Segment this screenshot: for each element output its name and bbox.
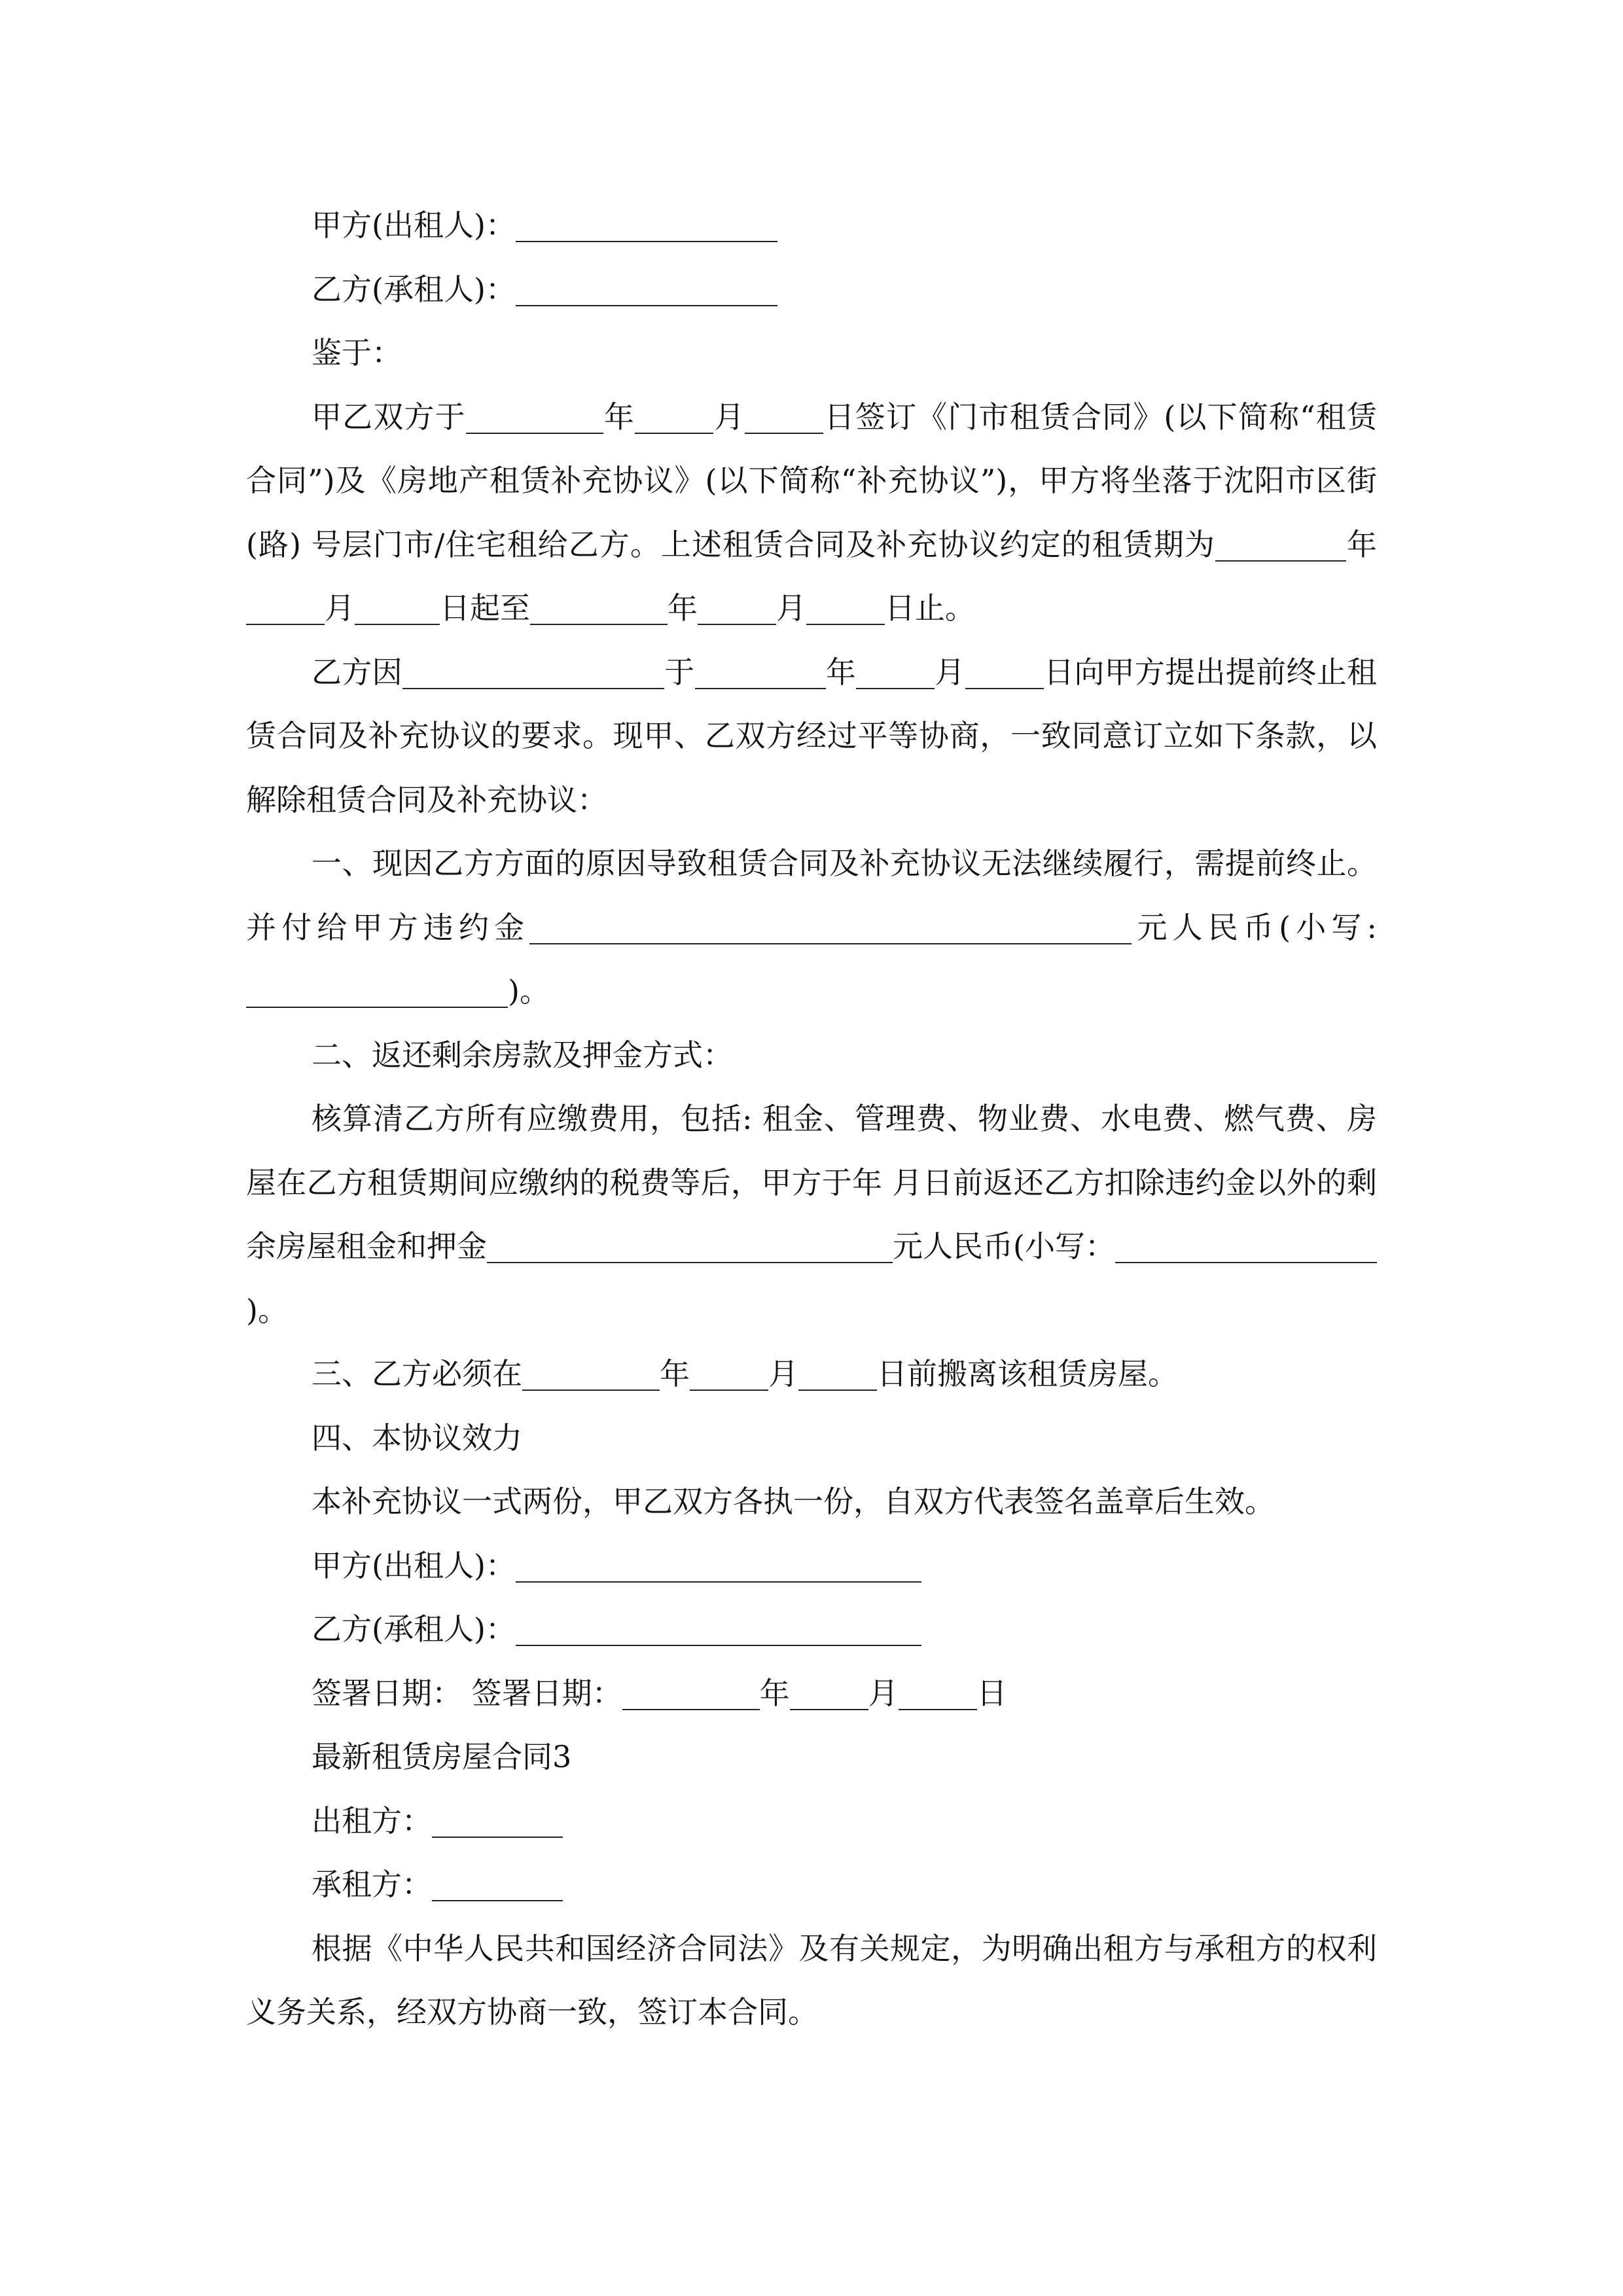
blank (695, 658, 826, 689)
party-b-blank (516, 275, 777, 306)
blank (522, 1359, 660, 1391)
blank (745, 403, 823, 434)
blank (798, 1359, 877, 1391)
blank (965, 658, 1044, 689)
contract-3-intro: 根据《中华人民共和国经济合同法》及有关规定，为明确出租方与承租方的权利义务关系，经双方协商一致，签订本合同。 (246, 1930, 1377, 2030)
signature-party-b: 乙方(承租人)： (246, 1598, 1377, 1662)
whereas-line: 鉴于： (312, 335, 402, 370)
blank (402, 658, 664, 689)
blank (856, 658, 935, 689)
party-a-signature-blank (516, 1551, 921, 1583)
termination-request-paragraph: 乙方因 于 年 月 日向甲方提出提前终止租赁合同及补充协议的要求。现甲、乙双方经过平等协商，一致同意订立如下条款，以解除租赁合同及补充协议： (246, 654, 1378, 817)
lessor-blank (432, 1806, 563, 1838)
signature-party-a: 甲方(出租人)： (246, 1534, 1377, 1598)
clause-2-body: 核算清乙方所有应缴费用，包括: 租金、管理费、物业费、水电费、燃气费、房屋在乙方租赁期间应缴纳的税费等后，甲方于年 月日前返还乙方扣除违约金以外的剩余房屋租金和押金 元人民币(小写：)。 (246, 1101, 1377, 1328)
blank (530, 594, 668, 625)
deposit-blank (487, 1232, 893, 1263)
blank (806, 594, 885, 625)
clause-2-title: 二、返还剩余房款及押金方式： (312, 1037, 733, 1073)
lessee-blank (432, 1870, 563, 1901)
penalty-blank (529, 913, 1132, 944)
blank (355, 594, 440, 625)
party-b-signature-blank (516, 1615, 921, 1646)
blank (622, 1679, 760, 1710)
party-a-label: 甲方(出租人)： (312, 207, 516, 243)
blank (899, 1679, 977, 1710)
clause-3: 三、乙方必须在 年 月 日前搬离该租赁房屋。 (312, 1356, 1178, 1391)
party-b-label: 乙方(承租人)： (312, 271, 516, 307)
blank (790, 1679, 868, 1710)
lessee-line: 承租方： (246, 1853, 1377, 1917)
party-a-line (246, 194, 1377, 258)
blank (635, 403, 713, 434)
party-b-line (246, 258, 1377, 322)
deposit-lowercase-blank (1115, 1232, 1377, 1263)
signature-date: 签署日期： 签署日期： 年 月 日 (312, 1675, 1007, 1711)
signing-paragraph: 甲乙双方于 年 月 日签订《门市租赁合同》(以下简称“租赁合同”)及《房地产租赁补充协议》(以下简称“补充协议”)，甲方将坐落于沈阳市区街(路) 号层门市/住宅租给乙方。上述租赁合同及补充协议约定的租赁期为 年月 日起至 年 月 日止。 (246, 399, 1378, 626)
clause-1: 一、现因乙方方面的原因导致租赁合同及补充协议无法继续履行，需提前终止。并付给甲方违约金 元人民币(小写:)。 (246, 846, 1377, 1009)
party-a-blank (516, 211, 777, 242)
clause-4-body: 本补充协议一式两份，甲乙双方各执一份，自双方代表签名盖章后生效。 (312, 1484, 1275, 1519)
blank (1215, 530, 1346, 562)
clause-4-title: 四、本协议效力 (312, 1420, 522, 1456)
lessor-line: 出租方： (246, 1789, 1377, 1854)
blank (690, 1359, 768, 1391)
blank (246, 594, 325, 625)
document-body (246, 194, 1377, 2045)
penalty-lowercase-blank (246, 977, 508, 1008)
contract-3-title: 最新租赁房屋合同3 (312, 1739, 572, 1774)
blank (698, 594, 776, 625)
blank (466, 403, 603, 434)
